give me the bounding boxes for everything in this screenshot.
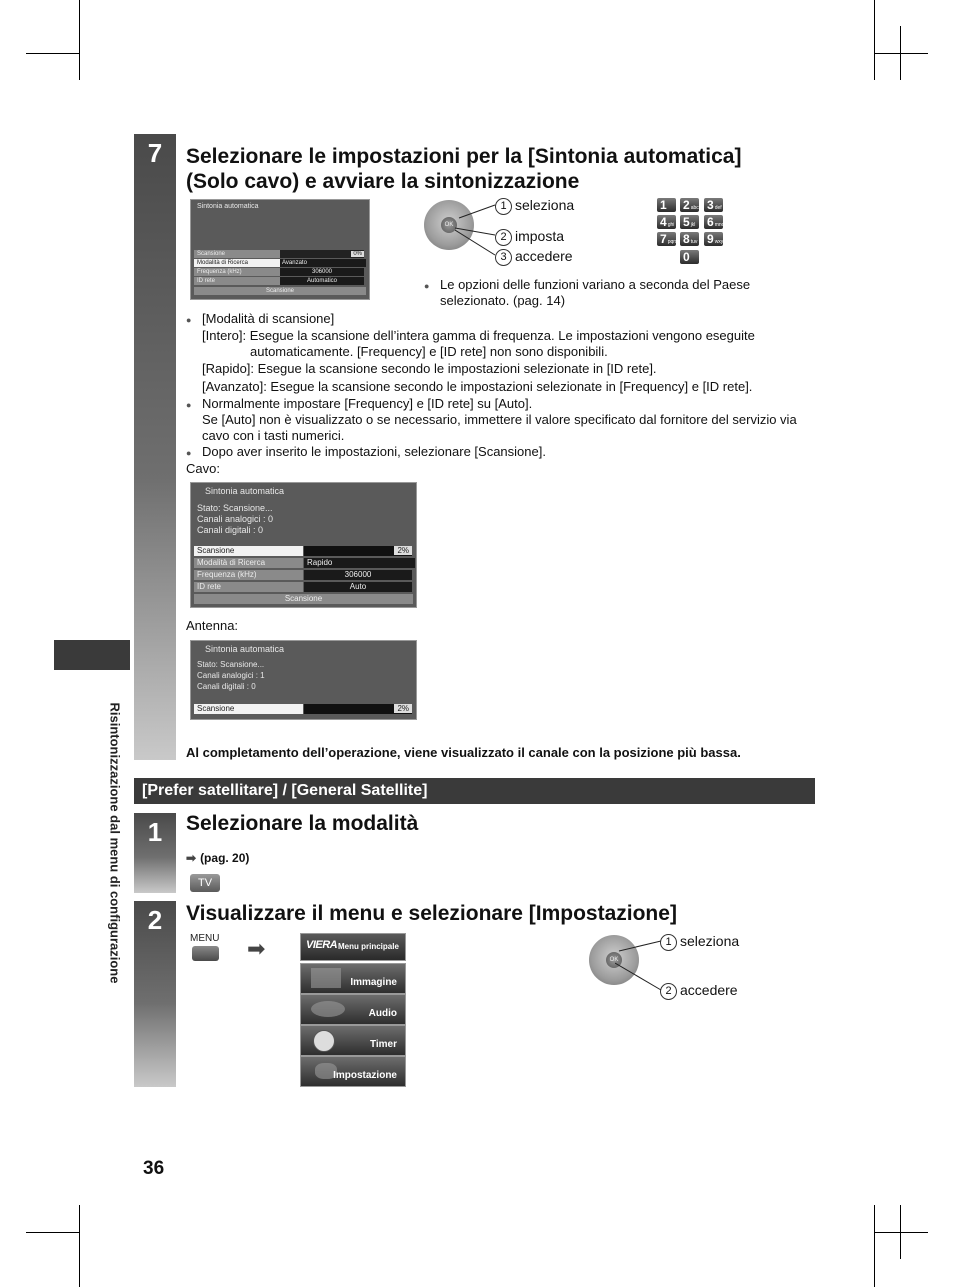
text-avanzato: [Avanzato]: Esegue la scansione secondo le impostazioni selezionate in [Frequency] e [ID rete]. [202, 379, 753, 394]
remote-callout-lines [615, 935, 663, 995]
row-value: Automatico [280, 277, 364, 285]
row-value: Auto [304, 582, 412, 592]
row-label: Scansione [194, 250, 280, 258]
text-rapido: [Rapido]: Esegue la scansione secondo le impostazioni selezionate in [ID rete]. [202, 361, 657, 376]
row-scansione [194, 546, 412, 556]
picture-icon [311, 968, 341, 988]
row-modalita [194, 558, 412, 568]
step-number: 1 [147, 817, 163, 847]
side-tab [54, 640, 130, 670]
row-value: 306000 [304, 570, 412, 580]
crop-mark [79, 0, 80, 80]
section-header [134, 778, 815, 804]
row-value: Rapido [304, 558, 415, 568]
menu-principale-header [300, 933, 406, 961]
page-ref: ➡ (pag. 20) [186, 851, 250, 865]
arrow-right-icon: ➡ [186, 851, 197, 865]
menu-button[interactable] [192, 946, 219, 961]
row-modalita [194, 259, 364, 267]
key-4-icon: 4ghi [657, 215, 676, 229]
row-label: Scansione [194, 704, 303, 714]
speaker-icon [311, 1001, 345, 1017]
step2-bar [134, 901, 176, 1087]
row-label: Frequenza (kHz) [194, 268, 280, 276]
menu-item-audio[interactable]: Audio [300, 994, 406, 1025]
note-line2: selezionato. (pag. 14) [440, 293, 566, 308]
crop-mark [874, 1205, 875, 1287]
row-frequenza [194, 570, 412, 580]
step7-title-line1: Selezionare le impostazioni per la [Sintonia automatica] [186, 145, 742, 168]
row-value: 2% [304, 704, 412, 714]
key-0-icon: 0 [680, 250, 699, 264]
status-text: Stato: Scansione... [197, 660, 265, 669]
row-label: ID rete [194, 582, 303, 592]
ok-button: OK [441, 217, 457, 233]
crop-mark [79, 1205, 80, 1287]
row-value: 0% [280, 250, 364, 258]
step2-title: Visualizzare il menu e selezionare [Impostazione] [186, 902, 677, 925]
key-9-icon: 9wxyz [704, 232, 723, 246]
key-3-icon: 3def [704, 198, 723, 212]
text-auto-cont: cavo con i tasti numerici. [202, 428, 345, 443]
digital-count: Canali digitali : 0 [197, 682, 256, 691]
scan-button[interactable]: Scansione [194, 594, 413, 604]
label-seleziona: 1 seleziona [495, 197, 574, 215]
row-id-rete [194, 277, 364, 285]
status-text: Stato: Scansione... [197, 503, 273, 513]
ok-button: OK [606, 952, 622, 968]
menu-item-impostazione[interactable]: Impostazione [300, 1056, 406, 1087]
page-number: 36 [143, 1158, 165, 1179]
step1-title: Selezionare la modalità [186, 812, 419, 835]
screen-title: Sintonia automatica [205, 644, 285, 654]
analog-count: Canali analogici : 0 [197, 514, 274, 524]
step7-bar [134, 134, 176, 760]
text-auto: Se [Auto] non è visualizzato o se necessario, immettere il valore specificato dal fornitore del servizio via [202, 412, 797, 427]
side-label: Risintonizzazione dal menu di configurazione [107, 702, 123, 984]
menu-item-immagine[interactable]: Immagine [300, 963, 406, 994]
menu-label: MENU [190, 933, 220, 944]
row-scansione [194, 704, 412, 714]
row-label: Modalità di Ricerca [194, 558, 303, 568]
row-value: Avanzato [280, 259, 366, 267]
label-imposta: 2 imposta [495, 228, 564, 246]
label-cavo: Cavo: [186, 461, 220, 476]
crop-mark [26, 1232, 79, 1233]
key-2-icon: 2abc [680, 198, 699, 212]
screen-title: Sintonia automatica [205, 486, 285, 496]
row-frequenza [194, 268, 364, 276]
label-accedere: 2 accedere [660, 982, 738, 1000]
bullet-modalita: ● [Modalità di scansione] [202, 311, 334, 328]
menu-item-timer[interactable]: Timer [300, 1025, 406, 1056]
crop-mark [874, 1232, 928, 1233]
section-header-text: [Prefer satellitare] / [General Satellite] [142, 782, 428, 799]
note-line1: ● Le opzioni delle funzioni variano a seconda del Paese [440, 277, 750, 294]
key-5-icon: 5jkl [680, 215, 699, 229]
key-1-icon: 1 [657, 198, 676, 212]
row-label: ID rete [194, 277, 280, 285]
text-intero: [Intero]: Esegue la scansione dell’intera gamma di frequenza. Le impostazioni vengono eseguite [202, 328, 755, 343]
remote-callout-lines [455, 200, 497, 260]
viera-logo: VIERA [306, 939, 338, 951]
key-8-icon: 8tuv [680, 232, 699, 246]
crop-mark [26, 53, 79, 54]
text-intero-cont: automaticamente. [Frequency] e [ID rete] non sono disponibili. [250, 344, 608, 359]
step7-title-line2: (Solo cavo) e avviare la sintonizzazione [186, 170, 580, 193]
digital-count: Canali digitali : 0 [197, 525, 264, 535]
key-6-icon: 6mno [704, 215, 723, 229]
menu-title: Menu principale [338, 942, 399, 951]
key-7-icon: 7pqrs [657, 232, 676, 246]
label-antenna: Antenna: [186, 618, 239, 633]
scan-button[interactable]: Scansione [194, 287, 366, 295]
tv-screen-antenna [190, 640, 417, 720]
step1-bar [134, 813, 176, 893]
step-number: 2 [147, 905, 163, 935]
row-value: 2% [304, 546, 412, 556]
step-number: 7 [147, 138, 163, 168]
screen-title: Sintonia automatica [197, 203, 259, 210]
arrow-right-icon: ➡ [247, 936, 266, 961]
crop-mark [874, 53, 928, 54]
tv-screen-cavo [190, 482, 417, 608]
row-label: Frequenza (kHz) [194, 570, 303, 580]
analog-count: Canali analogici : 1 [197, 671, 265, 680]
crop-mark [874, 0, 875, 80]
row-id-rete [194, 582, 412, 592]
completion-note: Al completamento dell’operazione, viene visualizzato il canale con la posizione più bassa. [186, 745, 741, 760]
bullet-dopo: ● Dopo aver inserito le impostazioni, selezionare [Scansione]. [202, 444, 546, 461]
clock-icon [313, 1030, 335, 1052]
row-label: Scansione [194, 546, 303, 556]
tv-button[interactable]: TV [190, 874, 220, 892]
label-accedere: 3 accedere [495, 248, 573, 266]
tv-screen-sintonia [190, 199, 370, 300]
row-scansione [194, 250, 364, 258]
row-value: 306000 [280, 268, 364, 276]
label-seleziona: 1 seleziona [660, 933, 739, 951]
bullet-normalmente: ● Normalmente impostare [Frequency] e [ID rete] su [Auto]. [202, 396, 532, 413]
row-label: Modalità di Ricerca [194, 259, 280, 267]
